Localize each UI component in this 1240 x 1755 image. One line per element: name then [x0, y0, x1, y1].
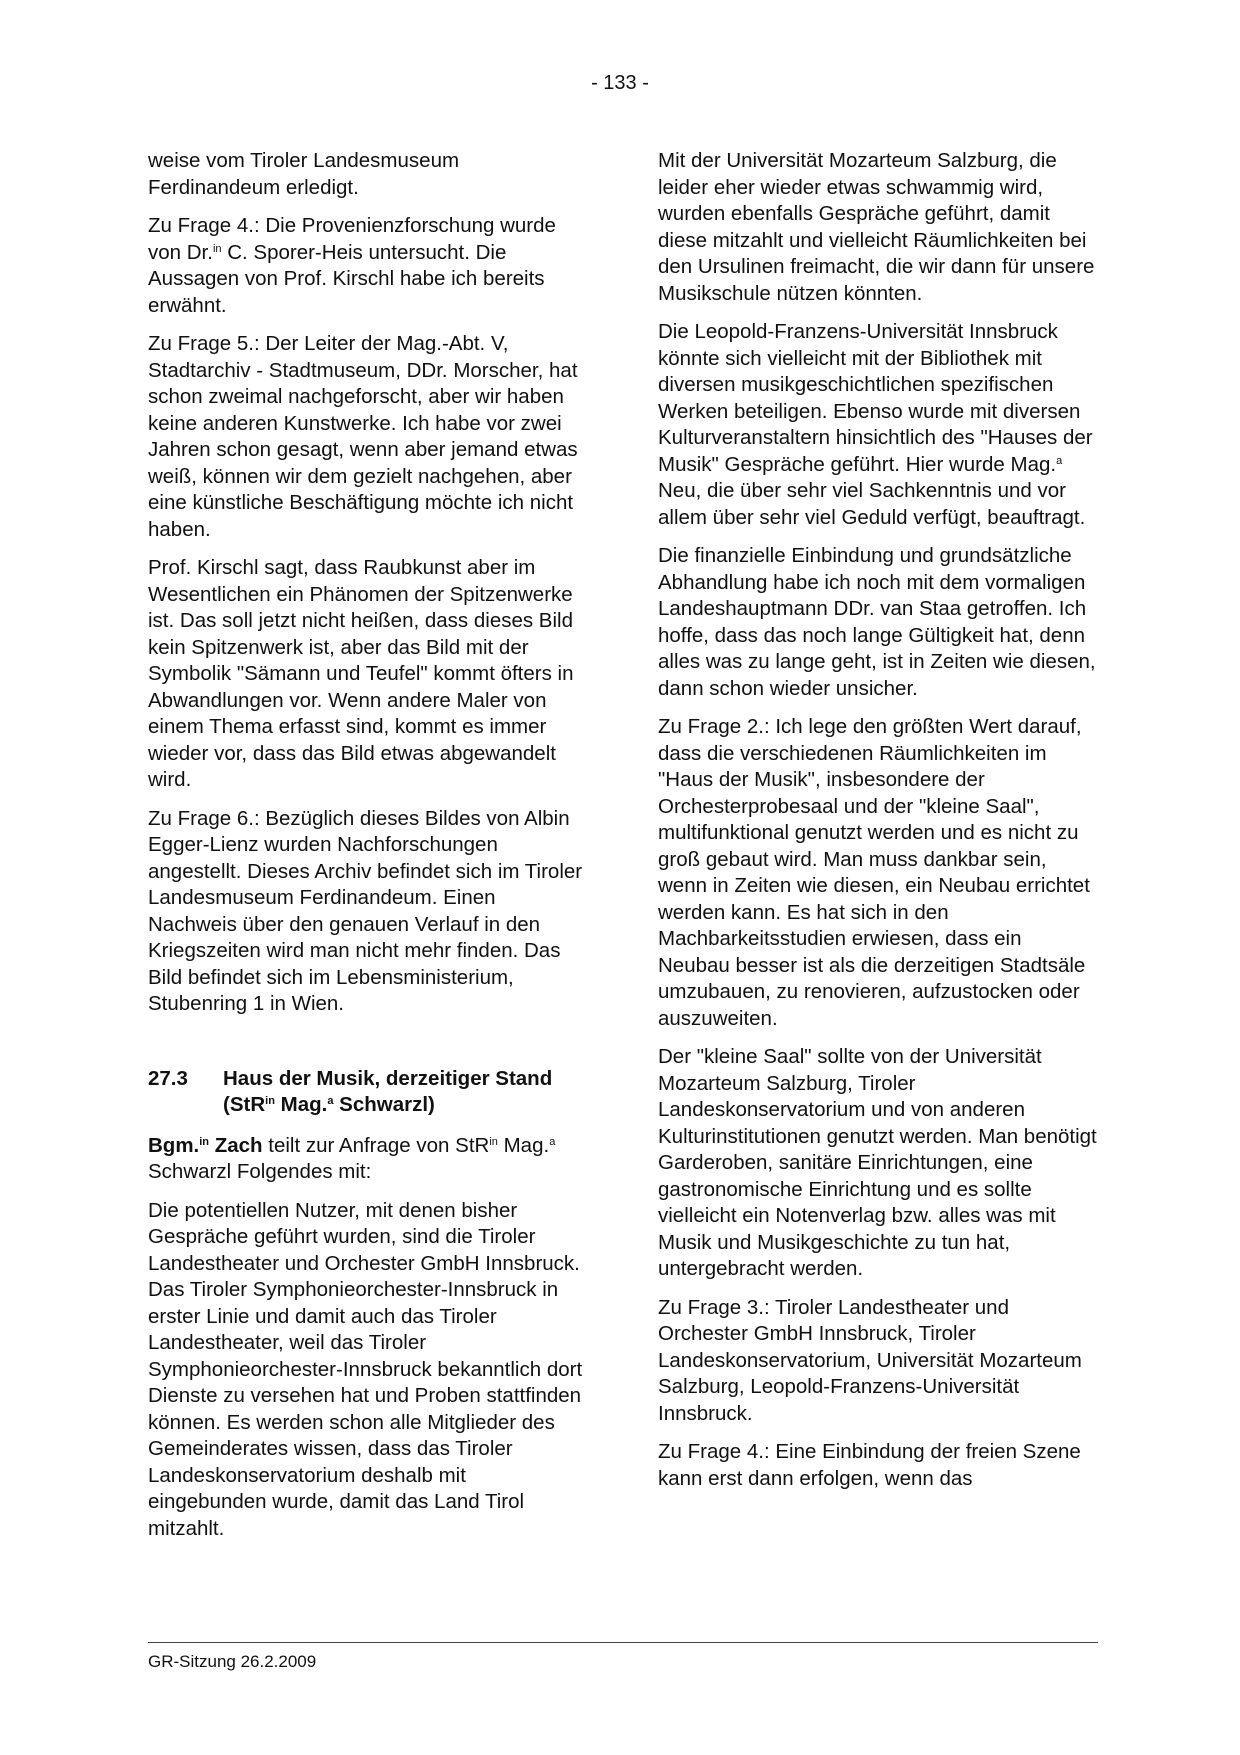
paragraph: Der "kleine Saal" sollte von der Universität Mozarteum Salzburg, Tiroler Landeskonservatorium und von anderen Kulturinstitutionen genutzt werden. Man benötigt Garderoben, sanitäre Einrichtungen, eine gastronomische Einrichtung und es sollte vielleicht ein Notenverlag bzw. alles was mit Musik und Musikgeschichte zu tun hat, untergebracht werden.: [658, 1045, 1097, 1280]
paragraph: weise vom Tiroler Landesmuseum Ferdinandeum erledigt.: [148, 149, 460, 199]
section-title: Haus der Musik, derzeitiger Stand (StR$^{in}$ Mag.$^a$ Schwarzl): [223, 1066, 553, 1116]
paragraph: Die Leopold-Franzens-Universität Innsbruck könnte sich vielleicht mit der Bibliothek mit diversen musikgeschichtlichen spezifischen Werken beteiligen. Ebenso wurde mit diversen Kulturveranstaltern hinsichtlich des "Hauses der Musik" Gespräche geführt. Hier wurde Mag.$^a$ Neu, die über sehr viel Sachkenntnis und vor allem über sehr viel Geduld verfügt, beauftragt.: [658, 320, 1093, 529]
paragraph: Zu Frage 6.: Bezüglich dieses Bildes von Albin Egger-Lienz wurden Nachforschungen angestellt. Dieses Archiv befindet sich im Tiroler Landesmuseum Ferdinandeum. Einen Nachweis über den genauen Verlauf in den Kriegszeiten wird man nicht mehr finden. Das Bild befindet sich im Lebensministerium, Stubenring 1 in Wien.: [148, 806, 583, 1015]
section-number: 27.3: [148, 1066, 188, 1090]
section-heading: [148, 1066, 588, 1119]
paragraph: Mit der Universität Mozarteum Salzburg, die leider eher wieder etwas schwammig wird, wurden ebenfalls Gespräche geführt, damit diese mitzahlt und vielleicht Räumlichkeiten bei den Ursulinen freimacht, die wir dann für unsere Musikschule nützen könnten.: [658, 149, 1095, 305]
paragraph: Die finanzielle Einbindung und grundsätzliche Abhandlung habe ich noch mit dem vormaligen Landeshauptmann DDr. van Staa getroffen. Ich hoffe, dass das noch lange Gültigkeit hat, denn alles was zu lange geht, ist in Zeiten wie diesen, dann schon wieder unsicher.: [658, 544, 1096, 700]
paragraph: Zu Frage 5.: Der Leiter der Mag.-Abt. V, Stadtarchiv - Stadtmuseum, DDr. Morscher, hat schon zweimal nachgeforscht, aber wir haben keine anderen Kunstwerke. Ich habe vor zwei Jahren schon gesagt, wenn aber jemand etwas weiß, können wir dem gezielt nachgehen, aber eine künstliche Beschäftigung möchte ich nicht haben.: [148, 332, 578, 541]
paragraph: Prof. Kirschl sagt, dass Raubkunst aber im Wesentlichen ein Phänomen der Spitzenwerke ist. Das soll jetzt nicht heißen, dass dieses Bild kein Spitzenwerk ist, aber das Bild mit der Symbolik "Sämann und Teufel" kommt öfters in Abwandlungen vor. Wenn andere Maler von einem Thema erfasst sind, kommt es immer wieder vor, dass das Bild etwas abgewandelt wird.: [148, 556, 574, 791]
paragraph: Zu Frage 3.: Tiroler Landestheater und Orchester GmbH Innsbruck, Tiroler Landeskonservatorium, Universität Mozarteum Salzburg, Leopold-Franzens-Universität Innsbruck.: [658, 1295, 1082, 1425]
right-column: [658, 148, 1098, 1504]
paragraph: Bgm.$^{in}$ Zach teilt zur Anfrage von StR$^{in}$ Mag.$^a$ Schwarzl Folgendes mit:: [148, 1133, 556, 1183]
paragraph: Zu Frage 4.: Eine Einbindung der freien Szene kann erst dann erfolgen, wenn das: [658, 1440, 1081, 1490]
paragraph: Zu Frage 4.: Die Provenienzforschung wurde von Dr.$^{in}$ C. Sporer-Heis untersucht. Die Aussagen von Prof. Kirschl habe ich bereits erwähnt.: [148, 214, 556, 317]
left-column: [148, 148, 588, 1554]
speaker-name: Bgm.$^{in}$ Zach: [148, 1133, 263, 1157]
page-number: - 133 -: [591, 72, 649, 94]
footer: GR-Sitzung 26.2.2009: [148, 1652, 317, 1671]
footer-divider: [148, 1642, 1098, 1643]
paragraph: Zu Frage 2.: Ich lege den größten Wert darauf, dass die verschiedenen Räumlichkeiten im "Haus der Musik", insbesondere der Orchesterprobesaal und der "kleine Saal", multifunktional genutzt werden und es nicht zu groß gebaut wird. Man muss dankbar sein, wenn in Zeiten wie diesen, ein Neubau errichtet werden kann. Es hat sich in den Machbarkeitsstudien erwiesen, dass ein Neubau besser ist als die derzeitigen Stadtsäle umzubauen, zu renovieren, aufzustocken oder auszuweiten.: [658, 715, 1090, 1030]
paragraph: Die potentiellen Nutzer, mit denen bisher Gespräche geführt wurden, sind die Tiroler Landestheater und Orchester GmbH Innsbruck. Das Tiroler Symphonieorchester-Innsbruck in erster Linie und damit auch das Tiroler Landestheater, weil das Tiroler Symphonieorchester-Innsbruck bekanntlich dort Dienste zu versehen hat und Proben stattfinden können. Es werden schon alle Mitglieder des Gemeinderates wissen, dass das Tiroler Landeskonservatorium deshalb mit eingebunden wurde, damit das Land Tirol mitzahlt.: [148, 1198, 583, 1540]
